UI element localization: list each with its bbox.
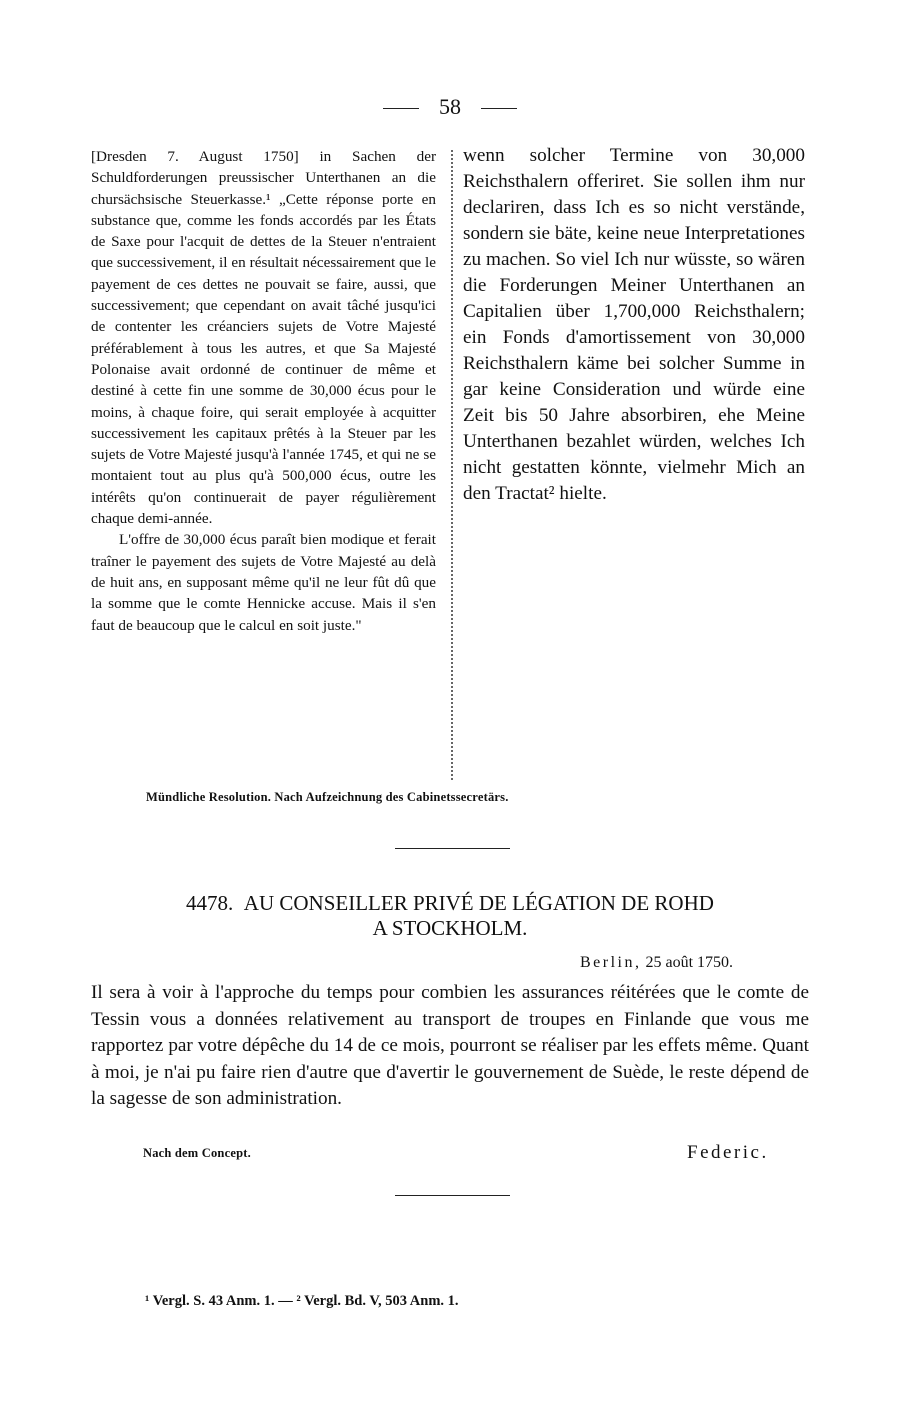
left-paragraph-2: L'offre de 30,000 écus paraît bien modique et ferait traîner le payement des sujets de Votre Majesté au delà de huit ans, en supposant même qu'il ne leur fût dû que la somme que le comte Hennicke accuse. Mais il s'en faut de beaucoup que le calcul en soit juste."	[91, 531, 436, 634]
letter-title	[60, 891, 840, 941]
dateline-date: 25 août 1750.	[645, 954, 734, 971]
right-column: wenn solcher Termine von 30,000 Reichsthalern offeriret. Sie sollen ihm nur declariren, dass Ich es so nicht verstände, sondern sie bäte, keine neue Interpretationes zu machen. So viel Ich nur wüsste, so wären die Forderungen Meiner Unterthanen an Capitalien über 1,700,000 Reichsthalern; ein Fonds d'amortissement von 30,000 Reichsthalern käme bei solcher Summe in gar keine Consideration und würde eine Zeit bis 50 Jahre absorbiren, ehe Meine Unterthanen bezahlet würden, welches Ich nicht gestatten könnte, vielmehr Mich an den Tractat² hielte.	[463, 145, 805, 504]
header-dash-left	[383, 108, 419, 109]
page-number: 58	[439, 94, 461, 119]
signature: Federic.	[687, 1142, 769, 1163]
letter-body: Il sera à voir à l'approche du temps pour combien les assurances réitérées que le comte de Tessin vous a données relativement au transport de troupes en Finlande que vous me rapportez par votre dépêche du 14 de ce mois, pourront se réaliser par les effets même. Quant à moi, je n'ai pu faire rien d'autre que d'avertir le gouvernement de Suède, le reste dépend de la sagesse de son administration.	[91, 982, 809, 1109]
source-note: Nach dem Concept.	[143, 1146, 251, 1160]
page-header	[0, 94, 900, 120]
resolution-note: Mündliche Resolution. Nach Aufzeichnung des Cabinetssecretärs.	[146, 790, 509, 804]
header-dash-right	[481, 108, 517, 109]
dateline-place: Berlin,	[580, 954, 642, 971]
letter-title-line1: AU CONSEILLER PRIVÉ DE LÉGATION DE ROHD	[243, 891, 714, 915]
column-divider	[451, 150, 453, 780]
letter-number: 4478.	[186, 891, 234, 915]
section-rule-bottom	[395, 1195, 510, 1196]
footnotes: ¹ Vergl. S. 43 Anm. 1. — ² Vergl. Bd. V, 503 Anm. 1.	[145, 1293, 459, 1309]
left-column	[91, 146, 436, 636]
left-paragraph-1: [Dresden 7. August 1750] in Sachen der Schuldforderungen preussischer Unterthanen an die chursächsische Steuerkasse.¹ „Cette réponse porte en substance que, comme les fonds accordés par les États de Saxe pour l'acquit de dettes de la Steuer n'entraient que successivement, il en résultait nécessairement que le payement de ces dettes ne pouvait se faire, aussi, que successivement; que cependant on avait tâché jusqu'ici de contenter les créanciers sujets de Votre Majesté préférablement à tous les autres, et que Sa Majesté Polonaise avait ordonné de continuer de même et destiné à cette fin une somme de 30,000 écus pour le moins, à chaque foire, qui serait employée à acquitter successivement les capitaux prêtés à la Steuer par les sujets de Votre Majesté jusqu'à l'année 1745, et qui ne se montaient tout au plus qu'à 500,000 écus, outre les intérêts qu'on continuerait de payer régulièrement chaque demi-année.	[91, 148, 436, 528]
section-rule-top	[395, 848, 510, 849]
dateline	[580, 954, 733, 972]
letter-title-line2: A STOCKHOLM.	[372, 916, 528, 940]
